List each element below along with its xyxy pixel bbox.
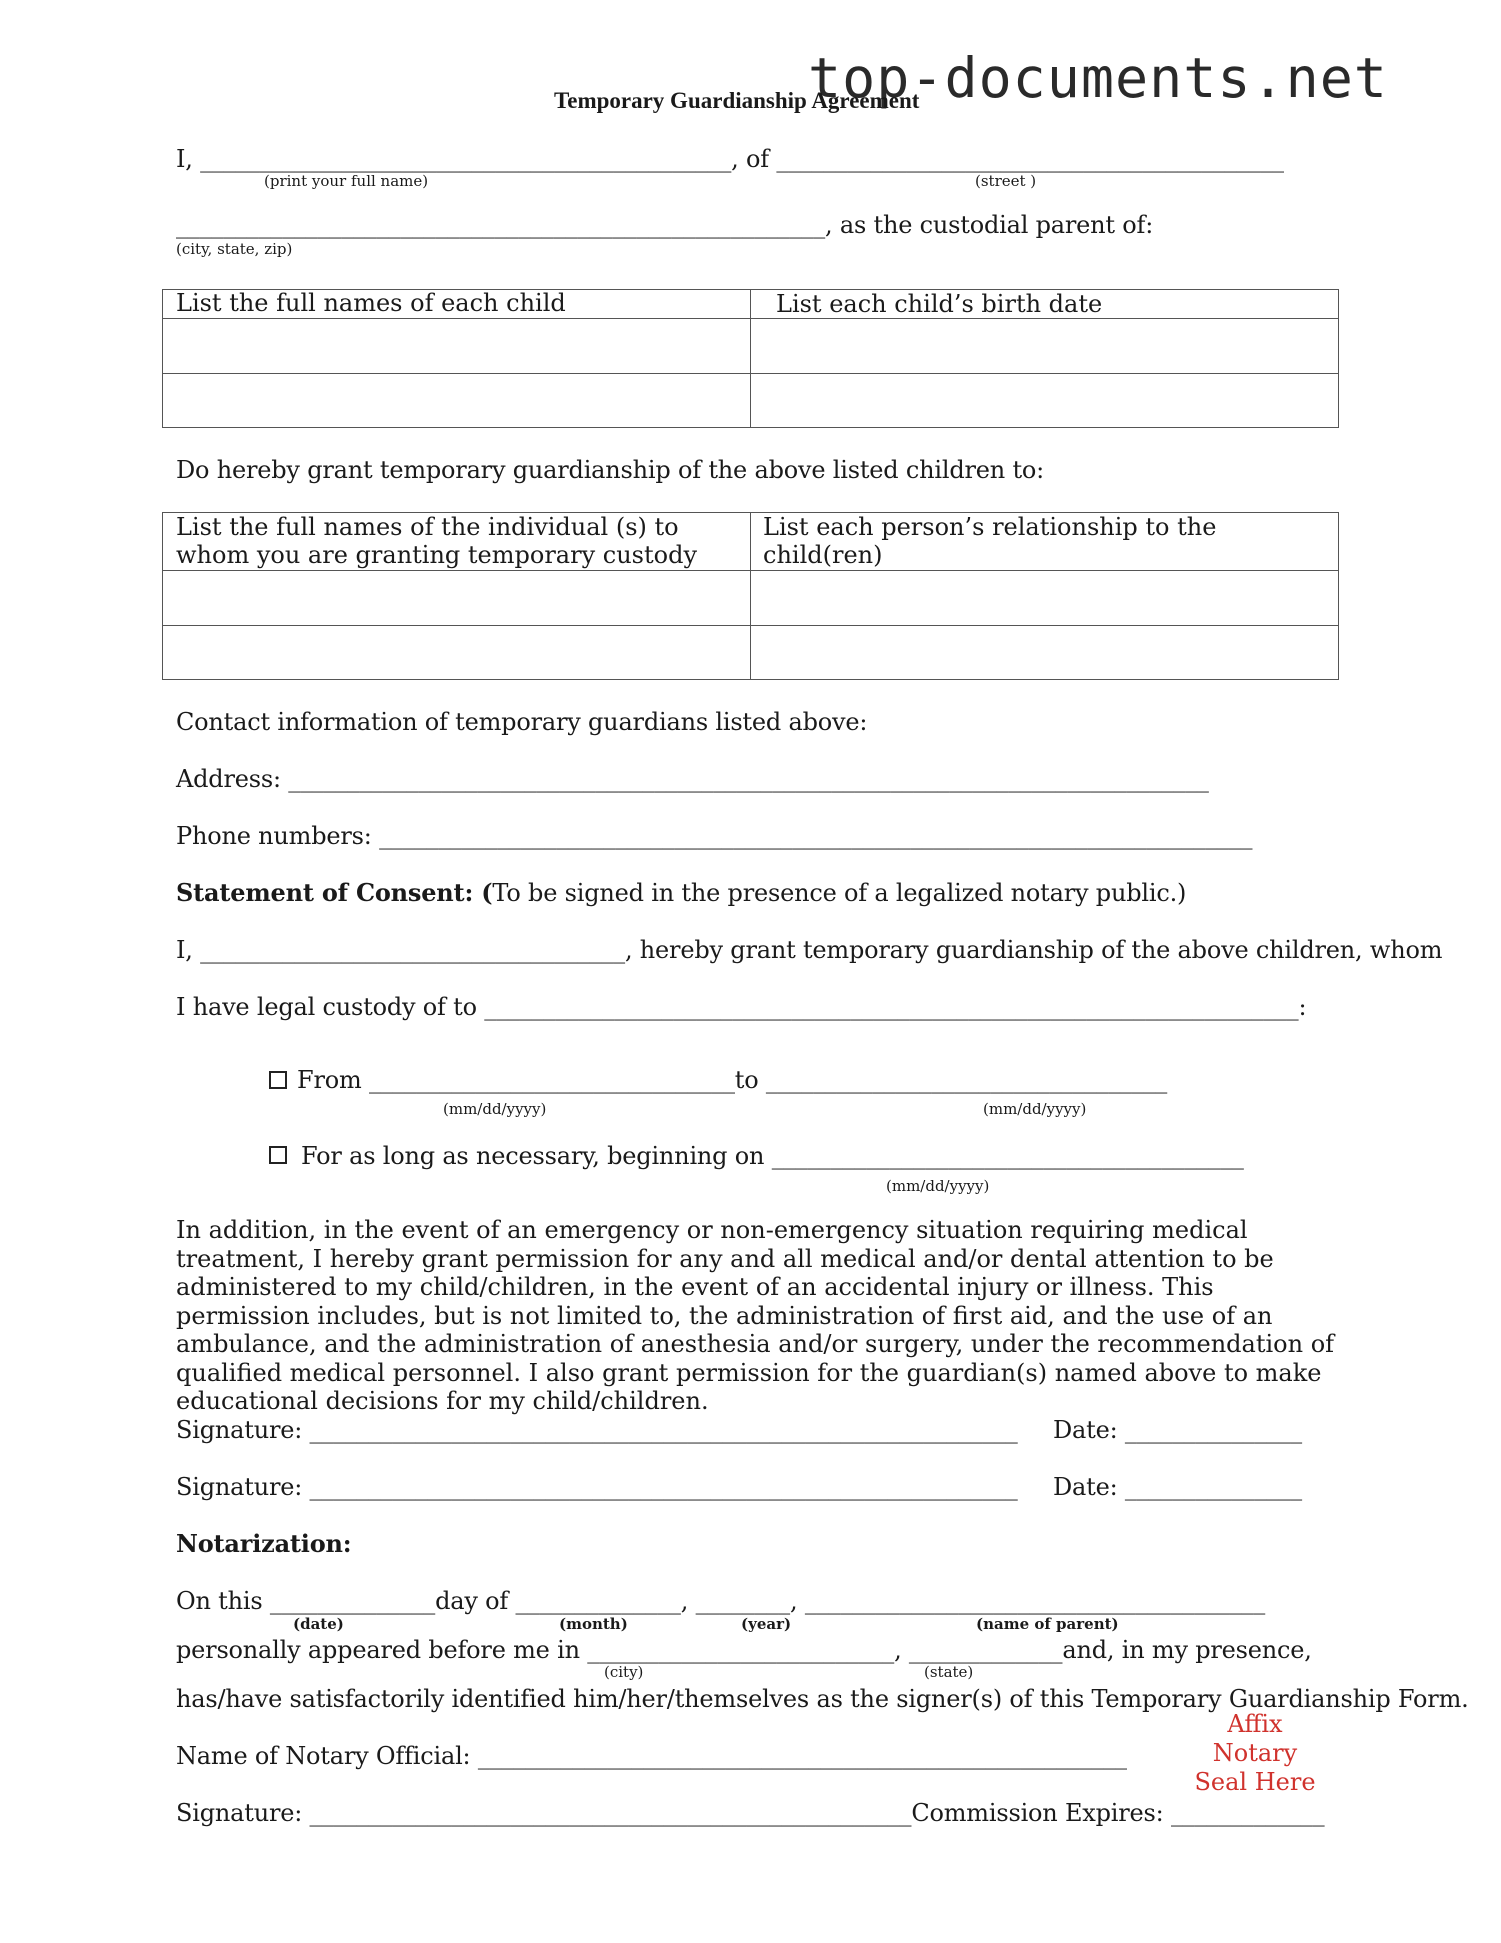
consent-heading-rest: To be signed in the presence of a legalized notary public.) [492, 879, 1187, 907]
from-checkbox[interactable] [269, 1071, 287, 1089]
guardian-relationship-cell[interactable] [752, 627, 1336, 679]
notarization-line-3: has/have satisfactorily identified him/her/themselves as the signer(s) of this Temporary Guardianship Form. [176, 1685, 1469, 1713]
child-name-cell[interactable] [164, 320, 748, 372]
full-name-field[interactable]: I, _____________________________________________ [176, 145, 732, 173]
guardian-relationship-cell[interactable] [752, 572, 1336, 624]
grant-text: Do hereby grant temporary guardianship of the above listed children to: [176, 456, 1045, 484]
consent-heading [176, 879, 1186, 907]
guardian-name-cell[interactable] [164, 572, 748, 624]
consent-line-1[interactable]: I, ____________________________________, hereby grant temporary guardianship of the above children, whom [176, 936, 1443, 964]
notarization-line-1[interactable]: On this ______________day of ______________, ________, _______________________________________ [176, 1587, 1266, 1615]
caption-city-state-zip: (city, state, zip) [176, 240, 293, 258]
signature-field-2[interactable]: Signature: ____________________________________________________________ [176, 1473, 1018, 1501]
date-field-1[interactable]: Date: _______________ [1053, 1416, 1302, 1444]
table-divider [750, 289, 751, 428]
caption-to-date: (mm/dd/yyyy) [983, 1100, 1087, 1118]
caption-full-name: (print your full name) [264, 172, 429, 190]
notary-name-field[interactable]: Name of Notary Official: _______________________________________________________ [176, 1742, 1127, 1770]
caption-date: (date) [293, 1615, 344, 1633]
address-field[interactable]: Address: ______________________________________________________________________________ [176, 765, 1209, 793]
long-as-necessary-checkbox[interactable] [269, 1146, 287, 1164]
child-birthdate-cell[interactable] [752, 375, 1336, 427]
caption-from-date: (mm/dd/yyyy) [443, 1100, 547, 1118]
children-header-birthdate: List each child’s birth date [776, 290, 1103, 318]
table-divider [750, 512, 751, 680]
notarization-line-2[interactable]: personally appeared before me in __________________________, _____________and, in my presence, [176, 1636, 1312, 1664]
phone-field[interactable]: Phone numbers: __________________________________________________________________________ [176, 822, 1253, 850]
caption-month: (month) [559, 1615, 628, 1633]
caption-name-of-parent: (name of parent) [976, 1615, 1119, 1633]
medical-paragraph: In addition, in the event of an emergency or non-emergency situation requiring medical treatment, I hereby grant permission for any and all medical and/or dental attention to be administered to my child/children, in the event of an accidental injury or illness. This permission includes, but is not limited to, the administration of first aid, and the use of an ambulance, and the administration of anesthesia and/or surgery, under the recommendation of qualified medical personnel. I also grant permission for the guardian(s) named above to make educational decisions for my child/children. [176, 1216, 1335, 1415]
street-field[interactable]: , of ___________________________________________ [731, 145, 1284, 173]
beginning-on-field[interactable]: For as long as necessary, beginning on ________________________________________ [301, 1142, 1244, 1170]
page-title: Temporary Guardianship Agreement [554, 88, 920, 113]
consent-line-2[interactable]: I have legal custody of to _____________________________________________________________________: [176, 993, 1307, 1021]
guardian-name-cell[interactable] [164, 627, 748, 679]
date-field-2[interactable]: Date: _______________ [1053, 1473, 1302, 1501]
signature-field-1[interactable]: Signature: ____________________________________________________________ [176, 1416, 1018, 1444]
children-header-names: List the full names of each child [176, 289, 566, 317]
caption-street: (street ) [975, 172, 1037, 190]
contact-heading: Contact information of temporary guardians listed above: [176, 708, 868, 736]
consent-heading-paren: ( [473, 878, 493, 907]
child-name-cell[interactable] [164, 375, 748, 427]
guardians-header-relationship: List each person’s relationship to the child(ren) [763, 513, 1217, 569]
from-to-fields[interactable]: From _______________________________to __________________________________ [297, 1066, 1168, 1094]
caption-begin-date: (mm/dd/yyyy) [886, 1177, 990, 1195]
notary-signature-field[interactable]: Signature: ___________________________________________________Commission Expires: _____________ [176, 1799, 1325, 1827]
intro-line-1 [176, 145, 1284, 173]
caption-state: (state) [924, 1663, 974, 1681]
child-birthdate-cell[interactable] [752, 320, 1336, 372]
notarization-heading: Notarization: [176, 1529, 352, 1558]
caption-year: (year) [741, 1615, 792, 1633]
city-state-zip-field[interactable]: _______________________________________________________, as the custodial parent of: [176, 211, 1154, 239]
caption-city: (city) [604, 1663, 644, 1681]
watermark: top-documents.net [808, 46, 1388, 110]
notary-seal-area: Affix Notary Seal Here [1194, 1710, 1316, 1796]
guardians-header-names: List the full names of the individual (s) to whom you are granting temporary custody [176, 513, 698, 569]
consent-heading-bold: Statement of Consent: [176, 878, 474, 907]
